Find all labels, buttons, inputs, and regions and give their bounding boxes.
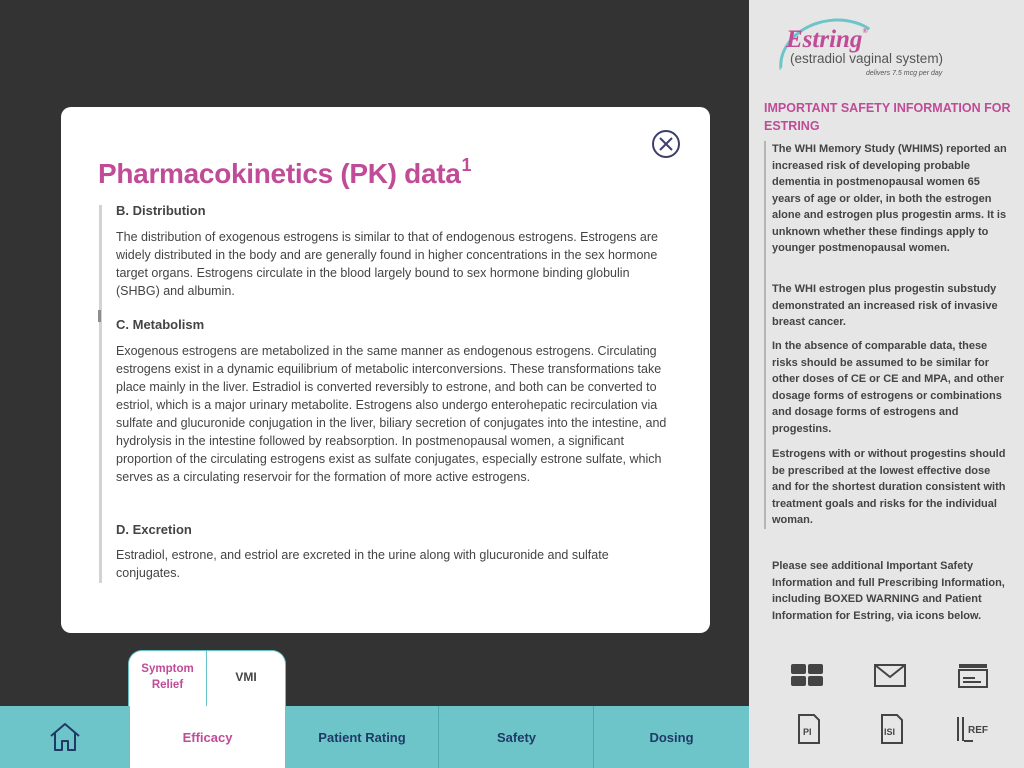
registered-mark: ® [862, 27, 868, 35]
isi-scroll-rule[interactable] [764, 141, 766, 529]
prescribing-info-icon[interactable] [790, 711, 826, 747]
isi-refer-text: Please see additional Important Safety Information and full Prescribing Information, including BOXED WARNING and Patient Information for Estring, via icons below. [772, 560, 1005, 622]
logo-dose: delivers 7.5 mcg per day [866, 70, 943, 77]
isi-paragraph: Estrogens with or without progestins should be prescribed at the lowest effective dose and for the shortest duration consistent with treatment goals and risks for the individual woman. [772, 448, 1006, 526]
content-rule [99, 205, 102, 583]
subtab-vmi[interactable]: VMI [235, 670, 257, 684]
isi-paragraph: In the absence of comparable data, these risks should be assumed to be similar for other doses of CE or CE and MPA, and other dosage forms of estrogens or combinations and dosage forms of estrogens and progestins. [772, 340, 1005, 435]
card-icon[interactable] [955, 658, 991, 694]
nav-efficacy[interactable]: Efficacy [130, 706, 285, 768]
isi-paragraph: The WHI estrogen plus progestin substudy demonstrated an increased risk of invasive breast cancer. [772, 283, 998, 328]
isi-icon-label: ISI [884, 727, 896, 737]
bottom-nav [0, 706, 749, 768]
nav-safety[interactable]: Safety [496, 729, 537, 745]
section-heading-distribution: B. Distribution [116, 203, 206, 218]
modal-title-footnote: 1 [461, 155, 472, 175]
pi-icon-label: PI [803, 727, 812, 737]
references-icon[interactable] [953, 711, 989, 747]
section-heading-metabolism: C. Metabolism [116, 317, 205, 332]
section-body-distribution: The distribution of exogenous estrogens is similar to that of endogenous estrogens. Estrogens are widely distributed in the body and are generally found in higher concentrations in the sex hormone target organs. Estrogens circulate in the blood largely bound to sex hormone binding globulin (SHBG) and albumin. [116, 230, 658, 298]
nav-dosing[interactable]: Dosing [649, 729, 694, 745]
isi-paragraph: The WHI Memory Study (WHIMS) reported an increased risk of developing probable dementia in postmenopausal women 65 years of age or older, in both the estrogen alone and estrogen plus progestin arms. It is unknown whether these findings apply to younger postmenopausal women. [772, 143, 1007, 254]
nav-home[interactable] [0, 706, 130, 768]
modal-title: Pharmacokinetics (PK) data$^1$ [98, 155, 472, 189]
nav-patient-rating[interactable]: Patient Rating [318, 729, 406, 745]
isi-heading: IMPORTANT SAFETY INFORMATION FOR ESTRING [764, 101, 1011, 133]
section-body-excretion: Estradiol, estrone, and estriol are excreted in the urine along with glucuronide and sulfate conjugates. [116, 548, 609, 580]
scroll-indicator[interactable] [98, 310, 101, 322]
grid-icon[interactable] [789, 658, 825, 694]
efficacy-subtabs [128, 650, 286, 707]
logo-generic-name: (estradiol vaginal system) [790, 51, 944, 66]
home-icon [48, 721, 82, 753]
close-icon[interactable] [652, 130, 680, 158]
mail-icon[interactable] [872, 658, 908, 694]
brand-logo: Estring® [786, 26, 868, 53]
section-body-metabolism: Exogenous estrogens are metabolized in the same manner as endogenous estrogens. Circulating estrogens exist in a dynamic equilibrium of metabolic interconversions. These transformations take place mainly in the liver. Estradiol is converted reversibly to estrone, and both can be converted to estriol, which is a major urinary metabolite. Estrogens also undergo enterohepatic recirculation via sulfate and glucuronide conjugation in the liver, biliary secretion of conjugates into the intestine, and hydrolysis in the intestine followed by reabsorption. In postmenopausal women, a significant proportion of the circulating estrogens exist as sulfate conjugates, especially estrone sulfate, which serves as a circulating reservoir for the formation of more active estrogens. [116, 344, 667, 484]
section-heading-excretion: D. Excretion [116, 522, 192, 537]
ref-icon-label: REF [968, 725, 988, 736]
subtab-symptom-relief[interactable]: Symptom Relief [141, 663, 194, 691]
safety-info-icon[interactable] [873, 711, 909, 747]
